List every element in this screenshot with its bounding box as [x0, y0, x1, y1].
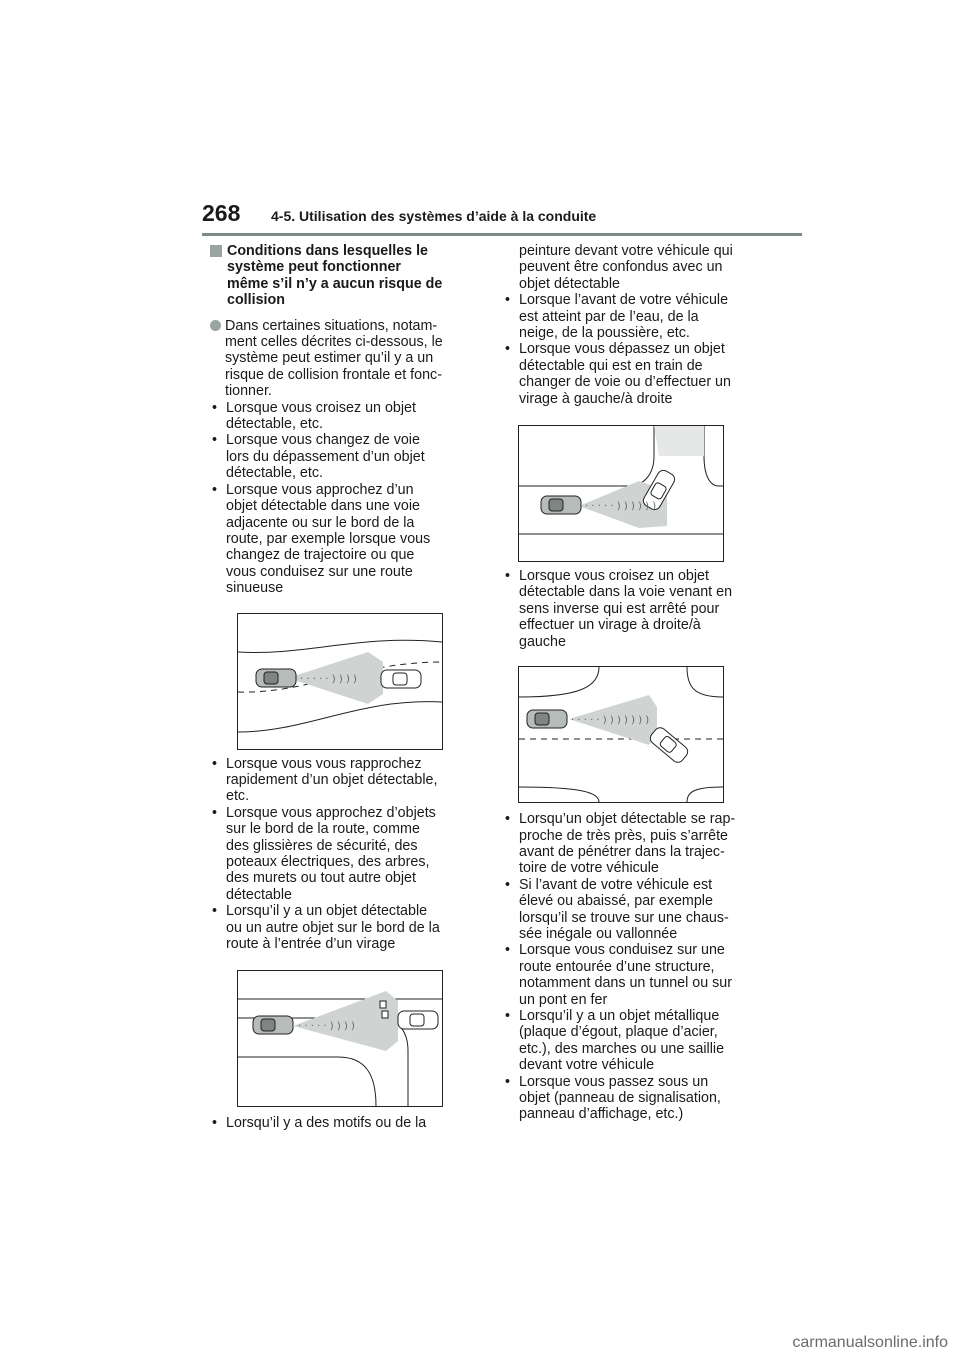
- text-line: ment celles décrites ci-dessous, le: [225, 334, 443, 351]
- list-item: [210, 400, 470, 433]
- text-line: sens inverse qui est arrêté pour: [519, 600, 720, 617]
- text-line: effectuer un virage à droite/à: [519, 617, 701, 634]
- heading-text: [227, 243, 442, 309]
- text-line: objet détectable dans une voie: [226, 498, 420, 515]
- text-line: un pont en fer: [519, 991, 608, 1008]
- text-line: changer de voie ou d’effectuer un: [519, 374, 731, 391]
- svg-text:· · · · · ) ) ) ) ) ) ): · · · · · ) ) ) ) ) ) ): [571, 715, 650, 727]
- text-line: objet détectable: [519, 275, 620, 292]
- text-line: vous conduisez sur une route: [226, 563, 413, 580]
- right-column: [503, 243, 765, 1123]
- text-line: peinture devant votre véhicule qui: [519, 243, 733, 259]
- text-line: lorsqu’il se trouve sur une chaus-: [519, 909, 729, 926]
- text-line: • Lorsqu’il y a un objet métallique: [519, 1007, 720, 1024]
- text-line: • Lorsqu’il y a des motifs ou de la: [226, 1115, 427, 1132]
- text-line: • Si l’avant de votre véhicule est: [519, 876, 713, 893]
- text-line: • Lorsqu’il y a un objet détectable: [226, 903, 428, 920]
- text-line: détectable dans la voie venant en: [519, 584, 733, 601]
- text-line: • Lorsque vous approchez d’objets: [226, 804, 436, 821]
- text-line: route, par exemple lorsque vous: [226, 530, 431, 547]
- text-line: route à l’entrée d’un virage: [226, 936, 396, 952]
- text-line: • Lorsque vous conduisez sur une: [519, 942, 725, 959]
- text-line: • Lorsqu’un objet détectable se rap-: [519, 811, 736, 828]
- page-number: 268: [202, 200, 241, 226]
- text-line: avant de pénétrer dans la trajec-: [519, 843, 725, 860]
- text-line: élevé ou abaissé, par exemple: [519, 893, 713, 910]
- bullet-list: [503, 811, 765, 1123]
- text-line: risque de collision frontale et fonc-: [225, 366, 442, 383]
- text-line: détectable, etc.: [226, 465, 323, 482]
- text-line: • Lorsque vous approchez d’un: [226, 481, 414, 498]
- text-line: virage à gauche/à droite: [519, 390, 673, 407]
- text-line: des murets ou tout autre objet: [226, 870, 416, 887]
- left-column: [210, 243, 470, 1132]
- list-item: [210, 805, 470, 903]
- text-line: etc.), des marches ou une saillie: [519, 1040, 725, 1057]
- svg-text:· · · · · ) ) ) ): · · · · · ) ) ) ): [298, 1021, 355, 1033]
- list-item: [210, 756, 470, 805]
- list-item: [503, 1008, 765, 1074]
- illustration-turning-vehicle: [518, 425, 724, 562]
- continuation-text: [503, 243, 765, 292]
- list-item: [210, 903, 470, 952]
- text-line: des glissières de sécurité, des: [226, 837, 418, 854]
- section-heading: [210, 243, 470, 309]
- text-line: proche de très près, puis s’arrête: [519, 827, 728, 844]
- illustration-oncoming-turn: [518, 666, 724, 803]
- header-rule: [202, 233, 802, 236]
- watermark[interactable]: carmanualsonline.info: [792, 1334, 948, 1351]
- text-line: poteaux électriques, des arbres,: [226, 853, 430, 870]
- text-line: Dans certaines situations, notam-: [225, 317, 438, 334]
- list-item: [503, 292, 765, 341]
- list-item: [503, 811, 765, 877]
- turning-vehicle-drawing: [519, 426, 723, 561]
- intro-paragraph: [210, 318, 470, 400]
- list-item: [503, 568, 765, 650]
- text-line: détectable, etc.: [226, 416, 323, 433]
- heading-line: Conditions dans lesquelles le: [227, 243, 428, 259]
- winding-road-drawing: [238, 614, 442, 749]
- text-line: neige, de la poussière, etc.: [519, 325, 690, 342]
- text-line: • Lorsque l’avant de votre véhicule: [519, 292, 729, 309]
- heading-line: même s’il n’y a aucun risque de: [227, 275, 443, 292]
- text-line: (plaque d’égout, plaque d’acier,: [519, 1024, 718, 1041]
- text-line: lors du dépassement d’un objet: [226, 448, 425, 465]
- circle-bullet-icon: [210, 320, 221, 331]
- text-line: système peut estimer qu’il y a un: [225, 350, 434, 367]
- bullet-list: [210, 400, 470, 597]
- svg-text:· · · · · ) ) ) ): · · · · · ) ) ) ): [300, 673, 357, 685]
- text-line: changez de trajectoire ou que: [226, 547, 415, 564]
- svg-text:· · · · · ) ) ) ) ) ): · · · · · ) ) ) ) ) ): [585, 501, 657, 513]
- text-line: toire de votre véhicule: [519, 860, 659, 877]
- text-line: route entourée d’une structure,: [519, 958, 715, 975]
- text-line: • Lorsque vous croisez un objet: [226, 399, 416, 416]
- illustration-winding-road: [237, 613, 443, 750]
- list-item: [210, 432, 470, 481]
- text-line: détectable: [226, 886, 292, 903]
- section-title: 4-5. Utilisation des systèmes d’aide à la conduite: [271, 208, 597, 224]
- text-line: détectable qui est en train de: [519, 357, 703, 374]
- list-item: [503, 877, 765, 943]
- text-line: sur le bord de la route, comme: [226, 821, 420, 838]
- bullet-list: [210, 1115, 470, 1131]
- curve-entrance-drawing: [238, 971, 442, 1106]
- text-line: panneau d’affichage, etc.): [519, 1106, 684, 1123]
- text-line: rapidement d’un objet détectable,: [226, 771, 438, 788]
- heading-line: collision: [227, 292, 285, 309]
- text-line: • Lorsque vous vous rapprochez: [226, 755, 422, 772]
- list-item: [503, 942, 765, 1008]
- text-line: devant votre véhicule: [519, 1057, 655, 1074]
- text-line: notamment dans un tunnel ou sur: [519, 975, 733, 992]
- bullet-list: [503, 568, 765, 650]
- text-line: peuvent être confondus avec un: [519, 259, 723, 276]
- text-line: • Lorsque vous dépassez un objet: [519, 341, 725, 358]
- oncoming-turn-drawing: [519, 667, 723, 802]
- list-item: [210, 1115, 470, 1131]
- bullet-list: [210, 756, 470, 953]
- text-line: adjacente ou sur le bord de la: [226, 514, 415, 531]
- text-line: ou un autre objet sur le bord de la: [226, 919, 440, 936]
- text-line: • Lorsque vous changez de voie: [226, 432, 420, 449]
- text-line: etc.: [226, 788, 250, 805]
- text-line: tionner.: [225, 383, 272, 400]
- square-bullet-icon: [210, 245, 222, 257]
- text-line: gauche: [519, 633, 566, 650]
- illustration-curve-entrance: [237, 970, 443, 1107]
- text-line: sée inégale ou vallonnée: [519, 925, 678, 942]
- list-item: [503, 341, 765, 407]
- text-line: objet (panneau de signalisation,: [519, 1090, 721, 1106]
- list-item: [503, 1074, 765, 1123]
- text-line: sinueuse: [226, 580, 284, 597]
- text-line: • Lorsque vous passez sous un: [519, 1073, 709, 1090]
- heading-line: système peut fonctionner: [227, 259, 401, 276]
- bullet-list: [503, 292, 765, 407]
- text-line: est atteint par de l’eau, de la: [519, 308, 699, 325]
- list-item: [210, 482, 470, 597]
- text-line: • Lorsque vous croisez un objet: [519, 568, 709, 585]
